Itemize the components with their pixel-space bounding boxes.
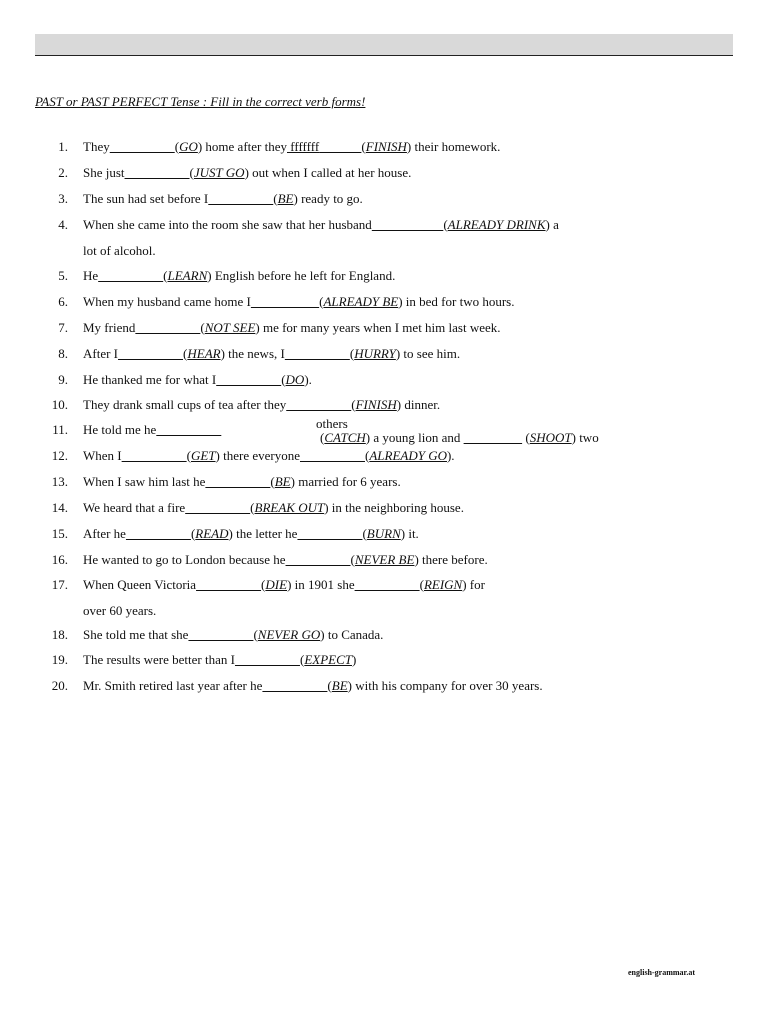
exercise-item [0, 526, 768, 542]
answer-blank[interactable] [285, 346, 350, 361]
verb-hint: GO [179, 139, 198, 154]
verb-hint: HEAR [187, 346, 221, 361]
answer-blank[interactable] [135, 320, 200, 335]
verb-hint: BE [331, 678, 348, 693]
verb-hint: BURN [366, 526, 401, 541]
sentence-text: Mr. Smith retired last year after he [83, 678, 263, 693]
exercise-item [0, 139, 768, 155]
sentence-text: After I [83, 346, 119, 361]
item-sentence [83, 678, 543, 694]
sentence-text: After he [83, 526, 126, 541]
item-number: 5. [58, 268, 68, 283]
item-continuation [0, 243, 768, 259]
sentence-text: ( [350, 552, 355, 567]
exercise-item [0, 448, 768, 464]
item-sentence [83, 320, 501, 336]
answer-blank[interactable] [122, 448, 187, 463]
item-sentence [83, 627, 383, 643]
answer-blank[interactable] [286, 397, 351, 412]
answer-blank[interactable] [118, 346, 183, 361]
continuation-text: over 60 years. [83, 603, 157, 618]
item-number: 4. [58, 217, 68, 232]
sentence-text: He [83, 268, 99, 283]
sentence-text: ) home after they [197, 139, 287, 154]
sentence-text: She told me that she [83, 627, 189, 642]
exercise-item [0, 165, 768, 181]
worksheet-title: PAST or PAST PERFECT Tense : Fill in the correct verb forms! [35, 94, 366, 109]
sentence-text: ( [163, 268, 168, 283]
sentence-text: ) a young lion and [365, 430, 464, 445]
sentence-text: ) in the neighboring house. [324, 500, 464, 515]
answer-blank[interactable] [286, 552, 351, 567]
item-sentence [83, 139, 500, 155]
answer-blank[interactable] [208, 191, 273, 206]
sentence-text: ( [522, 430, 530, 445]
sentence-text: ) a [545, 217, 559, 232]
sentence-text: The results were better than I [83, 652, 235, 667]
verb-hint: EXPECT [304, 652, 352, 667]
verb-hint: CATCH [324, 430, 366, 445]
exercise-item [0, 217, 768, 233]
item-sentence [83, 422, 221, 438]
answer-blank[interactable] [319, 139, 361, 154]
item-number: 11. [52, 422, 68, 437]
sentence-text: ( [327, 678, 332, 693]
sentence-text: ) with his company for over 30 years. [347, 678, 543, 693]
verb-hint: NOT SEE [204, 320, 256, 335]
filled-answer: fffffff [287, 139, 320, 154]
answer-blank[interactable] [300, 448, 365, 463]
sentence-text: ) ready to go. [293, 191, 363, 206]
item-number: 14. [51, 500, 68, 515]
sentence-text: ( [261, 577, 266, 592]
verb-hint: DO [285, 372, 305, 387]
sentence-text: ( [200, 320, 205, 335]
answer-blank[interactable] [235, 652, 300, 667]
item-sentence [83, 346, 460, 362]
sentence-text: ) their homework. [406, 139, 501, 154]
item-number: 2. [58, 165, 68, 180]
exercise-item [0, 268, 768, 284]
sentence-text: ) it. [400, 526, 419, 541]
item-sentence [83, 577, 485, 593]
sentence-text: When my husband came home I [83, 294, 251, 309]
sentence-text: ( [419, 577, 424, 592]
verb-hint: NEVER BE [354, 552, 415, 567]
exercise-item [0, 191, 768, 207]
item-number: 18. [51, 627, 68, 642]
answer-blank[interactable] [125, 165, 190, 180]
verb-hint: FINISH [365, 139, 407, 154]
sentence-text: ) two [571, 430, 599, 445]
item-continuation [0, 603, 768, 619]
sentence-text: ) there everyone [215, 448, 300, 463]
exercise-item [0, 346, 768, 362]
verb-hint: READ [195, 526, 229, 541]
sentence-text: When Queen Victoria [83, 577, 197, 592]
sentence-text: ) [351, 652, 357, 667]
sentence-text: ( [281, 372, 286, 387]
answer-blank[interactable] [262, 678, 327, 693]
sentence-text: They drank small cups of tea after they [83, 397, 287, 412]
answer-blank[interactable] [110, 139, 175, 154]
sentence-text: ( [273, 191, 278, 206]
answer-blank[interactable] [355, 577, 420, 592]
sentence-text: ) to see him. [395, 346, 461, 361]
sentence-text: ( [349, 346, 355, 361]
sentence-text: ( [361, 139, 366, 154]
verb-hint: REIGN [423, 577, 463, 592]
item-number: 1. [58, 139, 68, 154]
exercise-item [0, 627, 768, 643]
item-sentence [83, 191, 363, 207]
verb-hint: FINISH [355, 397, 397, 412]
exercise-item [0, 678, 768, 694]
footer-source: english-grammar.at [628, 968, 696, 977]
item-number: 13. [51, 474, 68, 489]
answer-blank[interactable] [185, 500, 250, 515]
item-number: 17. [51, 577, 68, 592]
verb-hint: JUST GO [193, 165, 245, 180]
verb-hint: BREAK OUT [254, 500, 325, 515]
answer-blank[interactable] [196, 577, 261, 592]
sentence-text: When I [83, 448, 122, 463]
sentence-text: ( [362, 526, 367, 541]
item-number: 7. [58, 320, 68, 335]
item-number: 15. [51, 526, 68, 541]
sentence-text: ) married for 6 years. [290, 474, 401, 489]
item-sentence [83, 652, 356, 668]
sentence-text: ( [183, 346, 188, 361]
item-number: 16. [51, 552, 68, 567]
sentence-text: ( [299, 652, 305, 667]
sentence-text: He told me he [83, 422, 157, 437]
sentence-text: ) English before he left for England. [207, 268, 396, 283]
answer-blank[interactable] [464, 430, 523, 445]
sentence-text: ( [186, 448, 191, 463]
sentence-text: She just [83, 165, 125, 180]
sentence-text: ) dinner. [396, 397, 441, 412]
exercise-item [0, 474, 768, 490]
sentence-text: When she came into the room she saw that her husband [83, 217, 372, 232]
verb-hint: ALREADY DRINK [447, 217, 546, 232]
item-number: 8. [58, 346, 68, 361]
exercise-item [0, 320, 768, 336]
sentence-text: ( [174, 139, 180, 154]
sentence-text: ( [320, 430, 325, 445]
answer-blank[interactable] [216, 372, 281, 387]
item-number: 19. [51, 652, 68, 667]
sentence-text: others [316, 416, 348, 431]
sentence-text: ( [253, 627, 258, 642]
sentence-text: ) the news, I [220, 346, 285, 361]
item-sentence [83, 165, 411, 181]
verb-hint: ALREADY GO [369, 448, 447, 463]
sentence-text: ( [319, 294, 324, 309]
answer-blank[interactable] [188, 627, 253, 642]
item-sentence [83, 526, 419, 542]
verb-hint: DIE [265, 577, 288, 592]
answer-blank[interactable] [98, 268, 163, 283]
answer-blank[interactable] [297, 526, 362, 541]
sentence-text: When I saw him last he [83, 474, 206, 489]
exercise-item [0, 294, 768, 310]
sentence-text: He wanted to go to London because he [83, 552, 286, 567]
sentence-text: My friend [83, 320, 136, 335]
sentence-text: ) in 1901 she [287, 577, 355, 592]
answer-blank[interactable] [126, 526, 191, 541]
sentence-text: ) me for many years when I met him last week. [255, 320, 501, 335]
verb-hint: LEARN [167, 268, 208, 283]
verb-hint: BE [274, 474, 291, 489]
answer-blank[interactable] [156, 422, 221, 437]
sentence-text: ) for [462, 577, 485, 592]
sentence-text: ) to Canada. [320, 627, 384, 642]
item-sentence [83, 294, 514, 310]
verb-hint: GET [190, 448, 216, 463]
exercise-item [0, 500, 768, 516]
exercise-item [0, 372, 768, 388]
item-sentence [83, 552, 488, 568]
sentence-text: We heard that a fire [83, 500, 186, 515]
sentence-text: ( [270, 474, 275, 489]
sentence-text: ( [250, 500, 255, 515]
item-number: 12. [51, 448, 68, 463]
sentence-text: ) there before. [414, 552, 488, 567]
item-sentence [83, 448, 455, 464]
item-sentence [83, 500, 464, 516]
item-sentence [83, 217, 559, 233]
item-number: 6. [58, 294, 68, 309]
sentence-text: ( [190, 526, 196, 541]
answer-blank[interactable] [251, 294, 319, 309]
exercise-item [0, 652, 768, 668]
item-number: 3. [58, 191, 68, 206]
verb-hint: SHOOT [529, 430, 572, 445]
sentence-text: ( [189, 165, 194, 180]
answer-blank[interactable] [372, 217, 444, 232]
sentence-text: ( [351, 397, 356, 412]
sentence-text: ) the letter he [228, 526, 298, 541]
verb-hint: ALREADY BE [323, 294, 399, 309]
sentence-text: He thanked me for what I [83, 372, 217, 387]
verb-hint: BE [277, 191, 294, 206]
item-sentence [83, 474, 401, 490]
sentence-text: They [83, 139, 110, 154]
item-number: 10. [51, 397, 68, 412]
item-number: 20. [51, 678, 68, 693]
item-sentence [83, 268, 395, 284]
exercise-item [0, 577, 768, 593]
sentence-text: ). [446, 448, 455, 463]
item-sentence [83, 397, 440, 413]
verb-hint: NEVER GO [257, 627, 321, 642]
sentence-text: ) out when I called at her house. [244, 165, 412, 180]
verb-hint: HURRY [354, 346, 396, 361]
sentence-text: ). [304, 372, 312, 387]
exercise-item [0, 397, 768, 413]
sentence-text: The sun had set before I [83, 191, 209, 206]
exercise-item [0, 552, 768, 568]
sentence-text: ( [443, 217, 448, 232]
answer-blank[interactable] [205, 474, 270, 489]
item-sentence-continued [320, 430, 599, 446]
sentence-text: ) in bed for two hours. [398, 294, 515, 309]
header-bar [35, 34, 733, 56]
item-number: 9. [58, 372, 68, 387]
item-sentence [83, 372, 312, 388]
exercise-item [0, 416, 768, 445]
continuation-text: lot of alcohol. [83, 243, 156, 258]
sentence-text: ( [364, 448, 370, 463]
